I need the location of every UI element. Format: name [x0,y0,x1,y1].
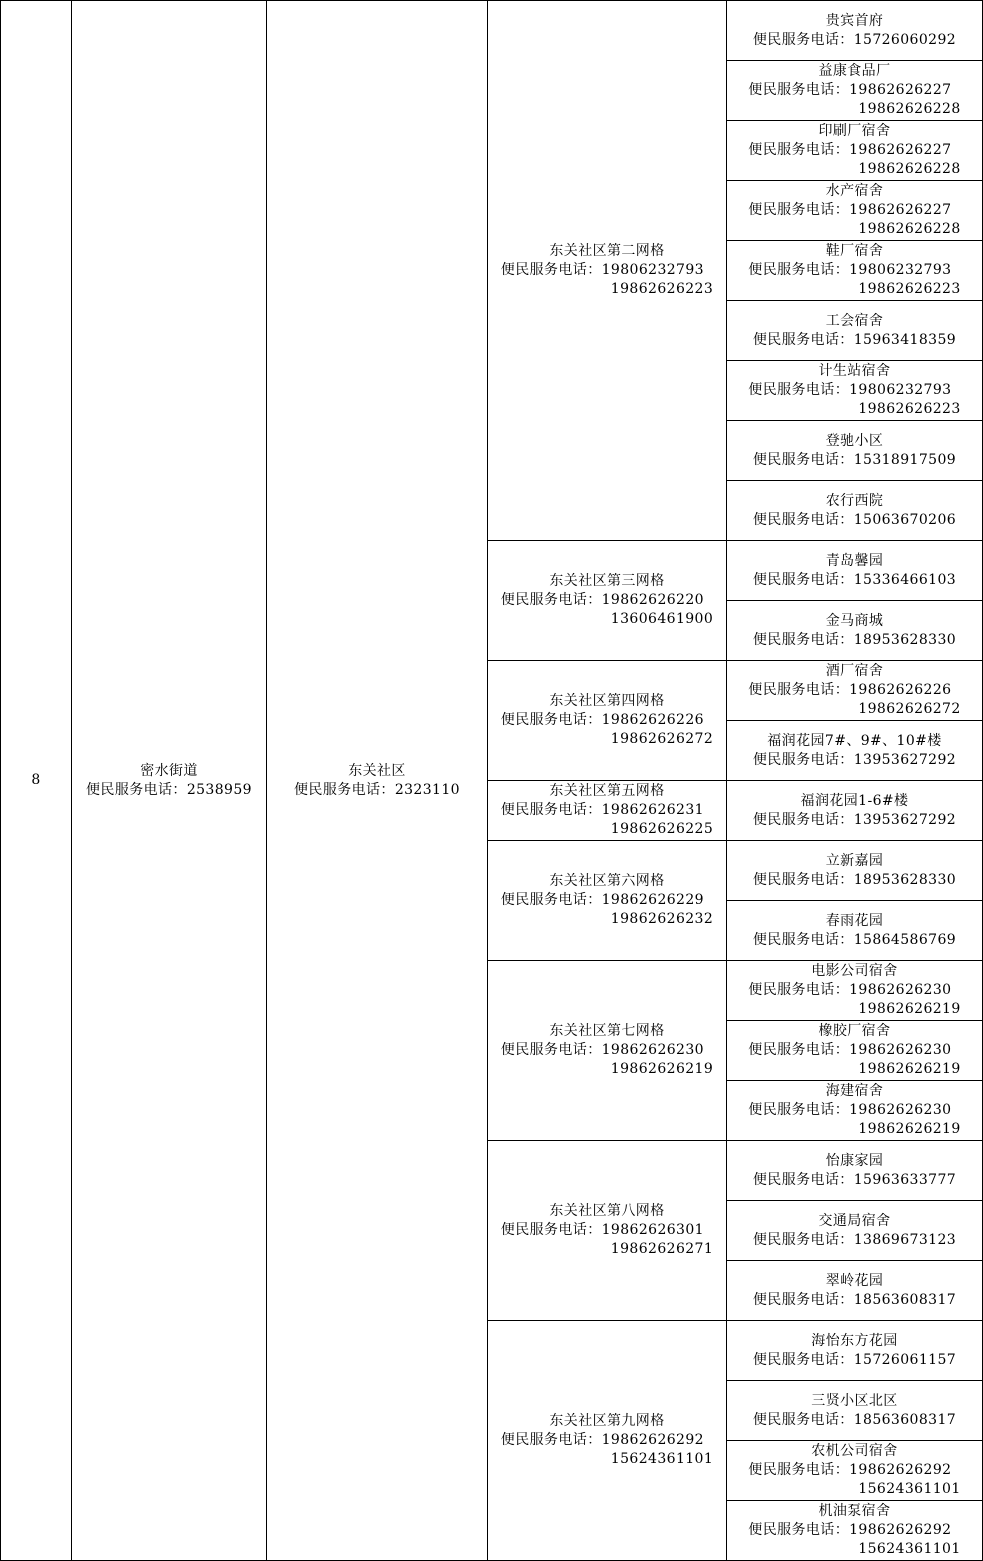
grid-block [501,872,713,929]
place-name: 电影公司宿舍 [811,963,898,979]
place-phone: 便民服务电话：19862626226 [748,682,952,698]
place-phone: 便民服务电话：18953628330 [752,871,957,888]
grid-name: 东关社区第三网格 [549,573,665,589]
place-block [753,1152,956,1190]
community-cell [267,0,487,1561]
place-name: 橡胶厂宿舍 [818,1023,891,1039]
place-phone-secondary: 15624361101 [858,1481,961,1497]
place-name: 印刷厂宿舍 [818,123,891,139]
grid-name: 东关社区第七网格 [549,1023,665,1039]
place-cell [727,1201,982,1260]
grid-phone-secondary: 19862626271 [610,1241,714,1257]
place-divider [726,480,983,481]
place-name: 交通局宿舍 [818,1212,891,1229]
place-cell [727,301,982,360]
place-block [748,242,960,299]
street-cell [72,0,266,1561]
place-phone: 便民服务电话：18953628330 [752,631,957,648]
grid-divider [487,660,983,661]
grid-phone: 便民服务电话：19862626301 [500,1222,704,1238]
grid-phone-secondary: 19862626232 [610,911,714,927]
place-cell [727,601,982,660]
place-block [753,612,956,650]
place-divider [726,1440,983,1441]
place-phone-secondary: 19862626228 [858,101,961,117]
place-phone: 便民服务电话：19862626230 [748,982,952,998]
grid-cell [488,661,726,780]
grid-cell [488,781,726,840]
grid-phone-secondary: 19862626223 [610,280,714,297]
street-phone: 便民服务电话：2538959 [86,781,252,798]
place-phone: 便民服务电话：19862626292 [748,1462,952,1478]
place-cell [727,661,982,720]
place-cell [727,901,982,960]
place-divider [726,1260,983,1261]
place-cell [727,541,982,600]
grid-phone: 便民服务电话：19862626229 [500,892,704,908]
place-name: 鞋厂宿舍 [825,243,884,259]
place-cell [727,841,982,900]
grid-block [501,1412,713,1469]
grid-phone: 便民服务电话：19806232793 [500,261,704,278]
place-name: 工会宿舍 [825,312,884,329]
place-cell [727,61,982,120]
place-phone: 便民服务电话：15063670206 [752,511,957,528]
grid-cell [488,541,726,660]
place-divider [726,420,983,421]
grid-phone-secondary: 15624361101 [610,1451,714,1467]
grid-block [501,242,713,299]
grid-block [501,692,713,749]
place-block [753,12,956,50]
place-phone-secondary: 19862626228 [858,161,961,177]
place-name: 贵宾首府 [825,12,884,29]
place-name: 福润花园1-6#楼 [800,792,909,809]
row-index-cell [1,0,71,1561]
street-name: 密水街道 [140,762,198,779]
place-cell [727,481,982,540]
grid-cell [488,1321,726,1560]
table-border-top [0,0,983,1]
place-divider [726,600,983,601]
place-phone: 便民服务电话：19862626230 [748,1042,952,1058]
place-block [748,1442,960,1499]
grid-phone: 便民服务电话：19862626231 [500,802,704,818]
grid-block [501,572,713,629]
place-cell [727,361,982,420]
place-block [753,912,956,950]
place-name: 酒厂宿舍 [825,663,884,679]
place-cell [727,1321,982,1380]
place-name: 水产宿舍 [825,183,884,199]
place-name: 海怡东方花园 [811,1332,898,1349]
place-name: 怡康家园 [825,1152,884,1169]
grid-phone: 便民服务电话：19862626220 [500,592,704,608]
place-block [753,852,956,890]
place-divider [726,1080,983,1081]
place-phone: 便民服务电话：13953627292 [752,811,957,828]
place-phone: 便民服务电话：19806232793 [748,262,952,278]
place-cell [727,721,982,780]
place-divider [726,1200,983,1201]
place-name: 翠岭花园 [825,1272,884,1289]
place-cell [727,781,982,840]
grid-divider [487,1320,983,1321]
place-divider [726,1500,983,1501]
place-divider [726,1020,983,1021]
place-name: 海建宿舍 [825,1083,884,1099]
place-phone: 便民服务电话：15318917509 [752,451,957,468]
place-phone: 便民服务电话：13869673123 [752,1231,957,1248]
place-block [753,1332,956,1370]
grid-cell [488,961,726,1140]
grid-phone: 便民服务电话：19862626292 [500,1432,704,1448]
grid-name: 东关社区第四网格 [549,693,665,709]
place-divider [726,720,983,721]
place-name: 福润花园7#、9#、10#楼 [767,732,942,749]
place-block [748,122,960,179]
place-cell [727,1081,982,1140]
place-name: 金马商城 [825,612,884,629]
grid-divider [487,840,983,841]
place-name: 农行西院 [825,492,884,509]
place-block [753,492,956,530]
grid-name: 东关社区第二网格 [549,242,665,259]
place-divider [726,240,983,241]
community-block [294,762,460,800]
place-phone: 便民服务电话：15963633777 [752,1171,957,1188]
place-cell [727,1441,982,1500]
grid-phone-secondary: 19862626225 [610,821,714,837]
place-phone: 便民服务电话：19862626227 [748,142,952,158]
grid-name: 东关社区第六网格 [549,873,665,889]
grid-divider [487,540,983,541]
place-phone: 便民服务电话：15336466103 [752,571,957,588]
place-block [748,1022,960,1079]
place-block [753,1212,956,1250]
place-cell [727,1,982,60]
place-divider [726,360,983,361]
place-phone-secondary: 19862626272 [858,701,961,717]
column-divider [266,0,267,1561]
column-divider [71,0,72,1561]
place-divider [726,900,983,901]
place-block [753,552,956,590]
place-cell [727,1501,982,1560]
place-phone-secondary: 19862626219 [858,1121,961,1137]
place-phone: 便民服务电话：15864586769 [752,931,957,948]
place-divider [726,180,983,181]
place-phone: 便民服务电话：19862626227 [748,202,952,218]
grid-phone-secondary: 13606461900 [610,611,714,627]
place-block [753,312,956,350]
place-cell [727,421,982,480]
place-cell [727,1021,982,1080]
place-cell [727,1261,982,1320]
place-phone: 便民服务电话：18563608317 [752,1411,957,1428]
place-block [748,362,960,419]
place-block [753,1272,956,1310]
grid-name: 东关社区第五网格 [549,783,665,799]
place-cell [727,181,982,240]
place-block [748,962,960,1019]
grid-block [501,1022,713,1079]
street-block [86,762,252,800]
place-phone: 便民服务电话：19862626292 [748,1522,952,1538]
place-name: 登驰小区 [825,432,884,449]
grid-divider [487,780,983,781]
place-phone-secondary: 19862626219 [858,1001,961,1017]
place-phone: 便民服务电话：15726061157 [752,1351,957,1368]
grid-phone-secondary: 19862626272 [610,731,714,747]
place-phone-secondary: 15624361101 [858,1541,961,1557]
place-name: 计生站宿舍 [818,363,891,379]
place-phone: 便民服务电话：13953627292 [752,751,957,768]
place-block [748,1502,960,1559]
place-phone: 便民服务电话：19862626230 [748,1102,952,1118]
community-name: 东关社区 [348,762,406,779]
place-block [753,1392,956,1430]
place-name: 三贤小区北区 [811,1392,898,1409]
grid-phone: 便民服务电话：19862626230 [500,1042,704,1058]
place-phone: 便民服务电话：19806232793 [748,382,952,398]
place-phone-secondary: 19862626223 [858,401,961,417]
grid-block [501,1202,713,1259]
place-cell [727,121,982,180]
place-name: 春雨花园 [825,912,884,929]
grid-divider [487,1140,983,1141]
grid-block [501,782,713,839]
place-block [748,662,960,719]
place-name: 益康食品厂 [818,63,891,79]
place-divider [726,1380,983,1381]
grid-phone: 便民服务电话：19862626226 [500,712,704,728]
place-block [753,792,956,830]
grid-divider [487,960,983,961]
place-cell [727,241,982,300]
grid-cell [488,841,726,960]
place-cell [727,1141,982,1200]
place-phone: 便民服务电话：19862626227 [748,82,952,98]
place-cell [727,1381,982,1440]
place-phone-secondary: 19862626228 [858,221,961,237]
place-divider [726,120,983,121]
grid-name: 东关社区第九网格 [549,1413,665,1429]
grid-name: 东关社区第八网格 [549,1203,665,1219]
row-index: 8 [31,772,41,788]
place-name: 青岛馨园 [825,552,884,569]
place-block [753,732,956,770]
place-divider [726,60,983,61]
column-divider [0,0,1,1561]
place-phone: 便民服务电话：15963418359 [752,331,957,348]
place-cell [727,961,982,1020]
place-phone-secondary: 19862626223 [858,281,961,297]
place-name: 立新嘉园 [825,852,884,869]
community-phone: 便民服务电话：2323110 [294,781,460,798]
place-block [748,62,960,119]
grid-phone-secondary: 19862626219 [610,1061,714,1077]
place-block [748,1082,960,1139]
place-phone-secondary: 19862626219 [858,1061,961,1077]
grid-cell [488,1141,726,1320]
place-phone: 便民服务电话：15726060292 [752,31,957,48]
place-block [748,182,960,239]
place-name: 机油泵宿舍 [818,1503,891,1519]
place-name: 农机公司宿舍 [811,1443,898,1459]
place-block [753,432,956,470]
grid-cell [488,0,726,540]
place-divider [726,300,983,301]
place-phone: 便民服务电话：18563608317 [752,1291,957,1308]
